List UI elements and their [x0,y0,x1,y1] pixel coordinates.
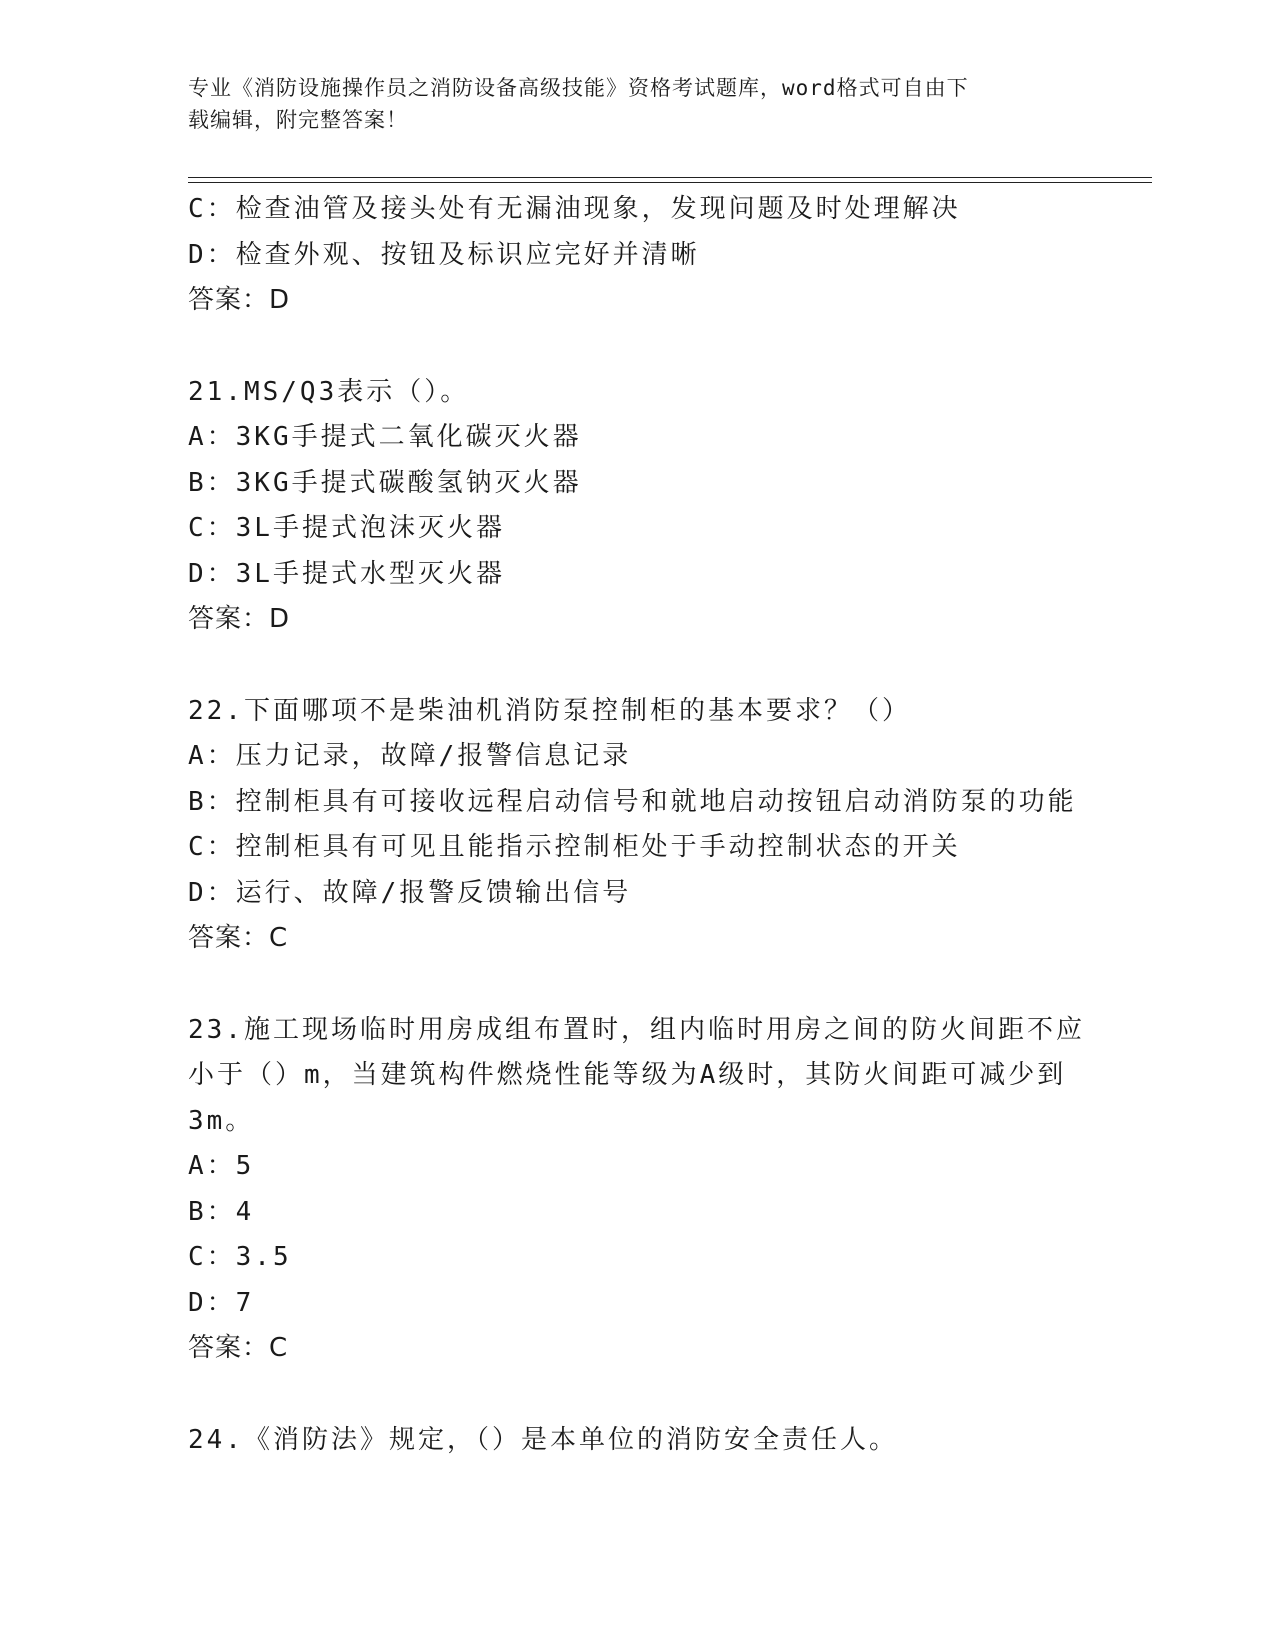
option-a: A：3KG手提式二氧化碳灭火器 [188,422,582,452]
document-header [188,72,1068,136]
option-b: B：4 [188,1196,255,1227]
option-b: B：控制柜具有可接收远程启动信号和就地启动按钮启动消防泵的功能 [188,786,1077,817]
answer: 答案：C [188,923,289,953]
question-23 [188,1008,1088,1372]
question-24 [188,1418,1088,1464]
question-stem: 22.下面哪项不是柴油机消防泵控制柜的基本要求？（） [188,695,911,726]
option-d: D：7 [188,1287,255,1318]
answer: 答案：D [188,604,291,634]
header-divider-top [188,177,1152,178]
header-divider-bottom [188,182,1152,183]
option-b: B：3KG手提式碳酸氢钠灭火器 [188,467,582,498]
answer: 答案：D [188,285,291,315]
option-c: C：检查油管及接头处有无漏油现象，发现问题及时处理解决 [188,194,961,224]
option-c: C：3.5 [188,1242,292,1272]
header-line-2: 载编辑，附完整答案！ [188,108,408,132]
option-d: D：3L手提式水型灭火器 [188,558,505,589]
answer: 答案：C [188,1333,289,1363]
option-d: D：检查外观、按钮及标识应完好并清晰 [188,239,700,270]
question-21 [188,370,1088,643]
question-stem-line-2: 小于（）m，当建筑构件燃烧性能等级为A级时，其防火间距可减少到 [188,1060,1067,1090]
question-stem-line-1: 23.施工现场临时用房成组布置时，组内临时用房之间的防火间距不应 [188,1014,1085,1045]
option-d: D：运行、故障/报警反馈输出信号 [188,877,632,908]
question-prev [188,187,1088,324]
option-c: C：3L手提式泡沫灭火器 [188,513,505,543]
header-line-1: 专业《消防设施操作员之消防设备高级技能》资格考试题库，word格式可自由下 [188,76,969,100]
question-22 [188,689,1088,962]
question-stem-line-3: 3m。 [188,1105,255,1136]
option-c: C：控制柜具有可见且能指示控制柜处于手动控制状态的开关 [188,832,961,862]
question-stem: 21.MS/Q3表示（）。 [188,376,470,407]
question-stem: 24.《消防法》规定，（）是本单位的消防安全责任人。 [188,1424,898,1455]
option-a: A：5 [188,1151,255,1181]
option-a: A：压力记录，故障/报警信息记录 [188,741,632,771]
question-list [188,187,1088,1463]
